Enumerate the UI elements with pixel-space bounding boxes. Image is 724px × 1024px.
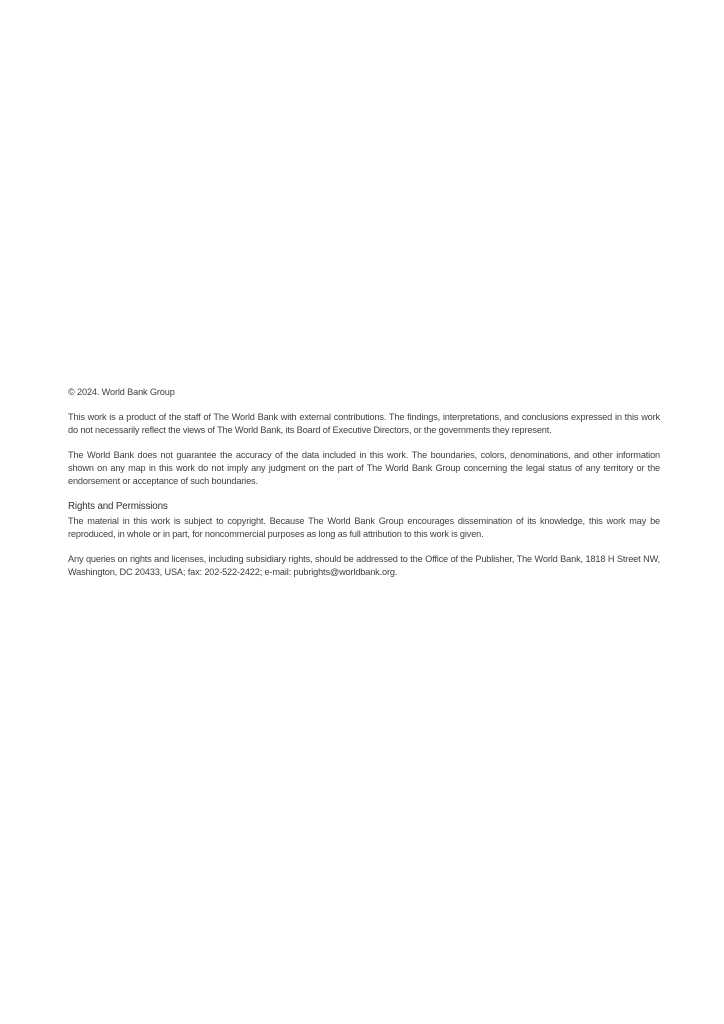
copyright-notice: © 2024. World Bank Group — [68, 387, 175, 397]
copyright-block — [68, 386, 660, 591]
data-accuracy-paragraph: The World Bank does not guarantee the accuracy of the data included in this work. The boundaries, colors, denominations, and other information shown on any map in this work do not imply any judgment on the part of The World Bank Group concerning the legal status of any territory or the endorsement or acceptance of such boundaries. — [68, 450, 660, 486]
disclaimer-paragraph: This work is a product of the staff of The World Bank with external contributions. The findings, interpretations, and conclusions expressed in this work do not necessarily reflect the views of The World Bank, its Board of Executive Directors, or the governments they represent. — [68, 412, 660, 435]
queries-paragraph: Any queries on rights and licenses, including subsidiary rights, should be addressed to the Office of the Publisher, The World Bank, 1818 H Street NW, Washington, DC 20433, USA; fax: 202-522-2422; e-mail: pubrights@worldbank.org. — [68, 554, 660, 577]
rights-heading: Rights and Permissions — [68, 501, 168, 512]
rights-paragraph: The material in this work is subject to copyright. Because The World Bank Group encourages dissemination of its knowledge, this work may be reproduced, in whole or in part, for noncommercial purposes as long as full attribution to this work is given. — [68, 516, 660, 539]
